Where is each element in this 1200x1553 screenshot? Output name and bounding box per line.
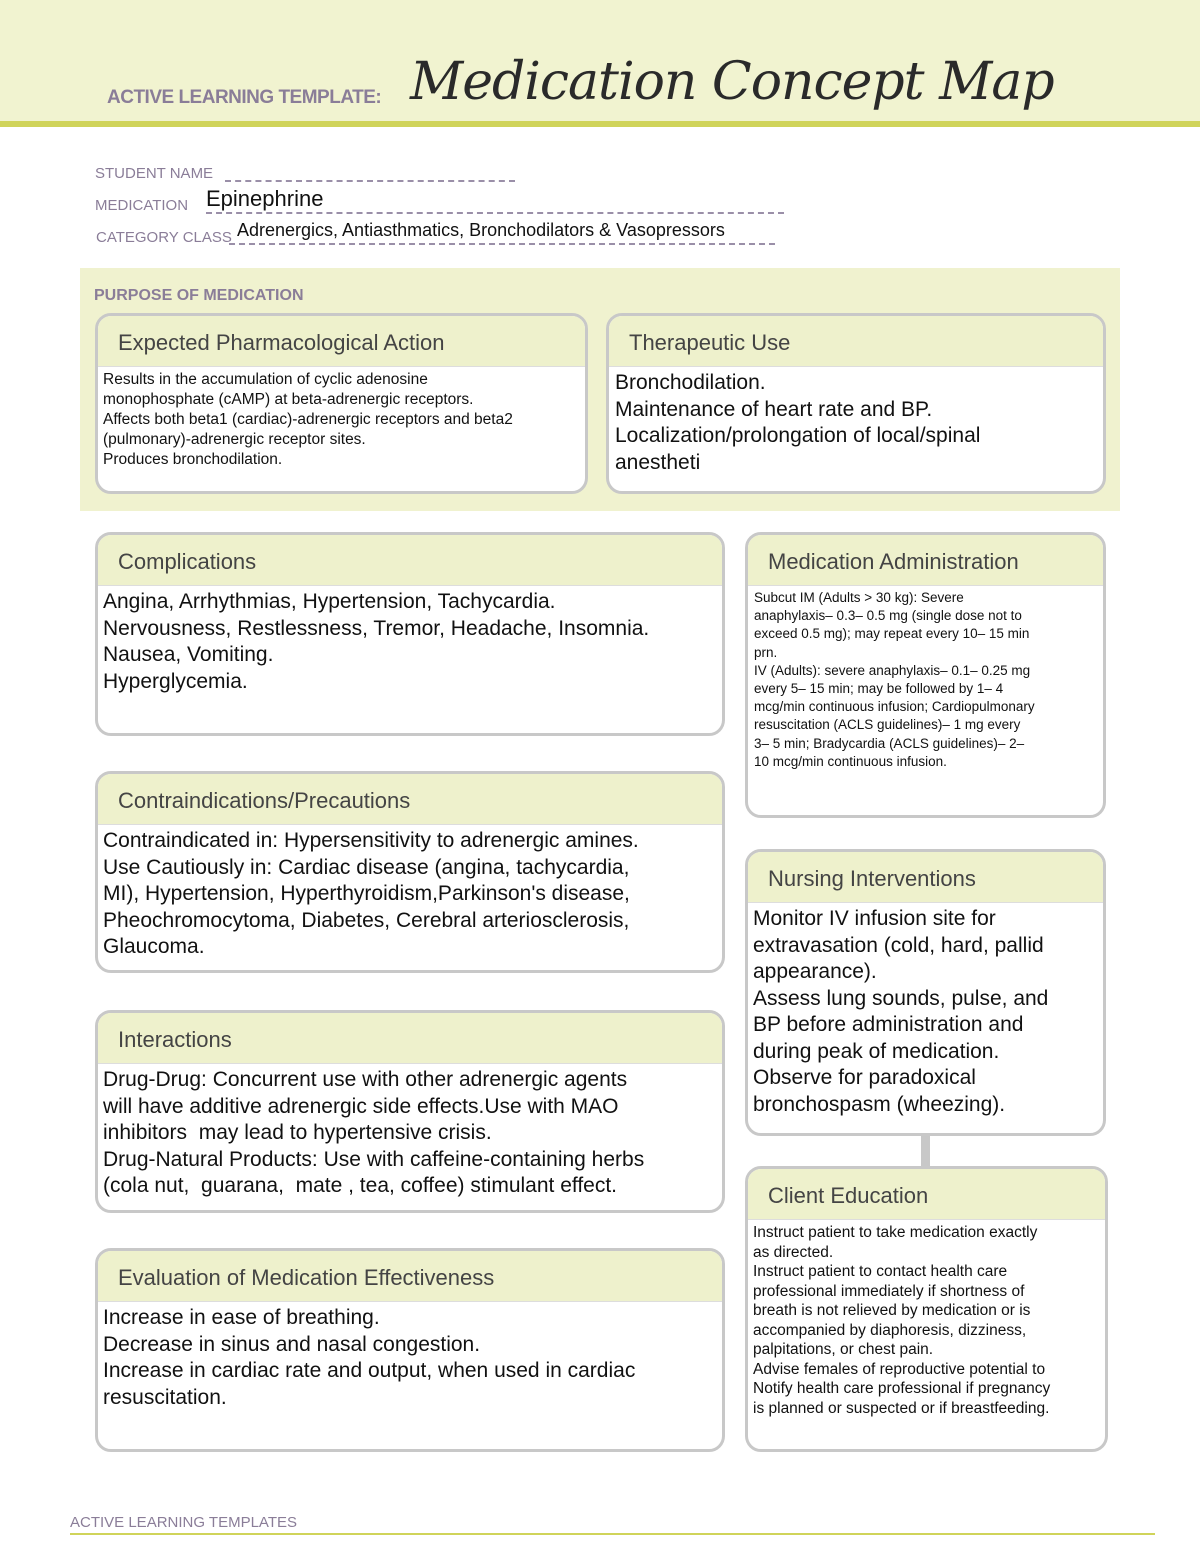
expected-action-box bbox=[95, 313, 588, 494]
contraindications-text[interactable]: Contraindicated in: Hypersensitivity to adrenergic amines. Use Cautiously in: Cardiac disease (angina, tachycardia, MI), Hypertension, Hyperthyroidism,Parkinson's disease, Pheochromocytoma, Diabetes, Cerebral arteriosclerosis, Glaucoma. bbox=[103, 829, 639, 958]
medication-label: MEDICATION bbox=[95, 197, 189, 214]
administration-box bbox=[745, 532, 1106, 818]
header-divider bbox=[0, 121, 1200, 127]
medication-value: Epinephrine bbox=[206, 186, 324, 211]
evaluation-box bbox=[95, 1248, 725, 1452]
interactions-box bbox=[95, 1010, 725, 1213]
client-education-text[interactable]: Instruct patient to take medication exactly as directed. Instruct patient to contact health care professional immediately if shortness of breath is not relieved by medication or is accompanied by diaphoresis, dizziness, palpitations, or chest pain. Advise females of reproductive potential to Notify health care professional if pregnancy is planned or suspected or if breastfeeding. bbox=[753, 1224, 1051, 1417]
administration-text[interactable]: Subcut IM (Adults > 30 kg): Severe anaphylaxis– 0.3– 0.5 mg (single dose not to exceed 0.5 mg); may repeat every 10– 15 min prn. IV (Adults): severe anaphylaxis– 0.1– 0.25 mg every 5– 15 min; may be followed by 1– 4 mcg/min continuous infusion; Cardiopulmonary resuscitation (ACLS guidelines)– 1 mg every 3– 5 min; Bradycardia (ACLS guidelines)– 2– 10 mcg/min continuous infusion. bbox=[754, 590, 1035, 769]
nursing-interventions-title: Nursing Interventions bbox=[748, 852, 1103, 903]
client-education-title: Client Education bbox=[748, 1169, 1105, 1220]
footer-divider bbox=[70, 1533, 1155, 1535]
student-name-field[interactable] bbox=[225, 168, 515, 182]
category-class-value: Adrenergics, Antiasthmatics, Bronchodilators & Vasopressors bbox=[237, 220, 725, 240]
expected-action-title: Expected Pharmacological Action bbox=[98, 316, 585, 367]
complications-text[interactable]: Angina, Arrhythmias, Hypertension, Tachycardia. Nervousness, Restlessness, Tremor, Headache, Insomnia. Nausea, Vomiting. Hyperglycemia. bbox=[103, 590, 650, 693]
footer-label: ACTIVE LEARNING TEMPLATES bbox=[70, 1514, 297, 1531]
nursing-interventions-box bbox=[745, 849, 1106, 1136]
page-title: Medication Concept Map bbox=[410, 52, 1054, 112]
evaluation-title: Evaluation of Medication Effectiveness bbox=[98, 1251, 722, 1302]
interactions-text[interactable]: Drug-Drug: Concurrent use with other adrenergic agents will have additive adrenergic side effects.Use with MAO inhibitors may lead to hypertensive crisis. Drug-Natural Products: Use with caffeine-containing herbs (cola nut, guarana, mate , tea, coffee) stimulant effect. bbox=[103, 1068, 645, 1197]
category-class-label: CATEGORY CLASS bbox=[96, 229, 232, 246]
nursing-interventions-text[interactable]: Monitor IV infusion site for extravasation (cold, hard, pallid appearance). Assess lung sounds, pulse, and BP before administration and during peak of medication. Observe for paradoxical bronchospasm (wheezing). bbox=[753, 907, 1049, 1116]
therapeutic-use-title: Therapeutic Use bbox=[609, 316, 1103, 367]
template-label: ACTIVE LEARNING TEMPLATE: bbox=[107, 87, 382, 108]
interactions-title: Interactions bbox=[98, 1013, 722, 1064]
evaluation-text[interactable]: Increase in ease of breathing. Decrease in sinus and nasal congestion. Increase in cardiac rate and output, when used in cardiac resuscitation. bbox=[103, 1306, 636, 1409]
purpose-label: PURPOSE OF MEDICATION bbox=[94, 287, 304, 304]
complications-title: Complications bbox=[98, 535, 722, 586]
complications-box bbox=[95, 532, 725, 736]
connector-line bbox=[921, 1134, 930, 1167]
expected-action-text[interactable]: Results in the accumulation of cyclic adenosine monophosphate (cAMP) at beta-adrenergic receptors. Affects both beta1 (cardiac)-adrenergic receptors and beta2 (pulmonary)-adrenergic receptor sites. Produces bronchodilation. bbox=[103, 371, 513, 468]
student-name-label: STUDENT NAME bbox=[95, 165, 214, 182]
administration-title: Medication Administration bbox=[748, 535, 1103, 586]
contraindications-title: Contraindications/Precautions bbox=[98, 774, 722, 825]
therapeutic-use-text[interactable]: Bronchodilation. Maintenance of heart rate and BP. Localization/prolongation of local/spinal anestheti bbox=[615, 371, 981, 474]
client-education-box bbox=[745, 1166, 1108, 1452]
contraindications-box bbox=[95, 771, 725, 973]
therapeutic-use-box bbox=[606, 313, 1106, 494]
